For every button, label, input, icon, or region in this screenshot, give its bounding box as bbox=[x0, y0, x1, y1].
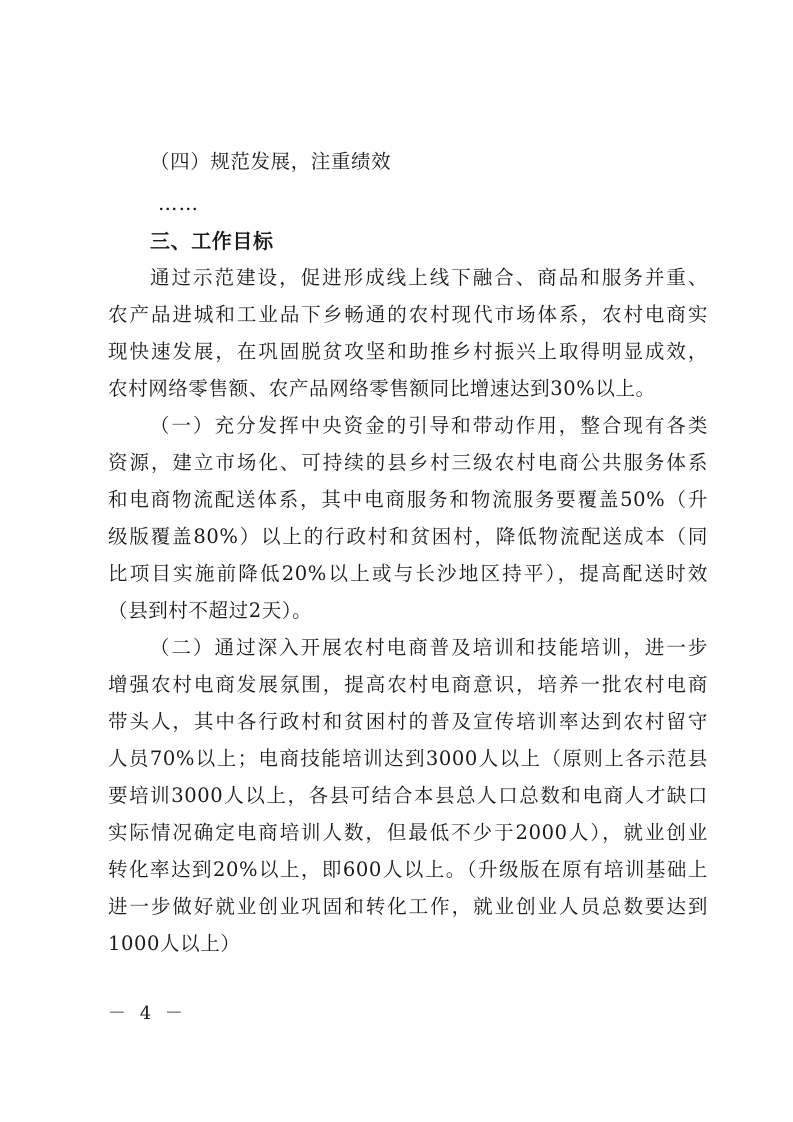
paragraph-line: 农村网络零售额、农产品网络零售额同比增速达到30%以上。 bbox=[108, 377, 656, 400]
paragraph-line: 级版覆盖80%）以上的行政村和贫困村，降低物流配送成本（同 bbox=[108, 525, 708, 548]
page-number: － 4 － bbox=[108, 1003, 187, 1024]
section-four-title: （四）规范发展，注重绩效 bbox=[150, 150, 392, 173]
paragraph-line: 比项目实施前降低20%以上或与长沙地区持平），提高配送时效 bbox=[108, 562, 708, 585]
paragraph-line: （二）通过深入开展农村电商普及培训和技能培训，进一步 bbox=[150, 636, 708, 659]
paragraph-line: 要培训3000人以上，各县可结合本县总人口总数和电商人才缺口 bbox=[108, 784, 708, 807]
paragraph-line: 进一步做好就业创业巩固和转化工作，就业创业人员总数要达到 bbox=[108, 895, 708, 918]
paragraph-line: （县到村不超过2天）。 bbox=[108, 599, 313, 622]
paragraph-line: 通过示范建设，促进形成线上线下融合、商品和服务并重、 bbox=[150, 266, 708, 289]
ellipsis: …… bbox=[158, 192, 199, 215]
paragraph-line: 资源，建立市场化、可持续的县乡村三级农村电商公共服务体系 bbox=[108, 451, 708, 474]
paragraph-line: 现快速发展，在巩固脱贫攻坚和助推乡村振兴上取得明显成效， bbox=[108, 340, 708, 363]
paragraph-line: 人员70%以上；电商技能培训达到3000人以上（原则上各示范县 bbox=[108, 747, 708, 770]
paragraph-line: 和电商物流配送体系，其中电商服务和物流服务要覆盖50%（升 bbox=[108, 488, 708, 511]
paragraph-line: 农产品进城和工业品下乡畅通的农村现代市场体系，农村电商实 bbox=[108, 303, 708, 326]
paragraph-line: 转化率达到20%以上，即600人以上。（升级版在原有培训基础上 bbox=[108, 858, 708, 881]
paragraph-line: 带头人，其中各行政村和贫困村的普及宣传培训率达到农村留守 bbox=[108, 710, 708, 733]
section-three-heading: 三、工作目标 bbox=[150, 229, 274, 253]
paragraph-line: （一）充分发挥中央资金的引导和带动作用，整合现有各类 bbox=[150, 414, 708, 437]
paragraph-line: 实际情况确定电商培训人数，但最低不少于2000人），就业创业 bbox=[108, 821, 708, 844]
paragraph-line: 增强农村电商发展氛围，提高农村电商意识，培养一批农村电商 bbox=[108, 673, 708, 696]
paragraph-line: 1000人以上） bbox=[108, 932, 241, 955]
